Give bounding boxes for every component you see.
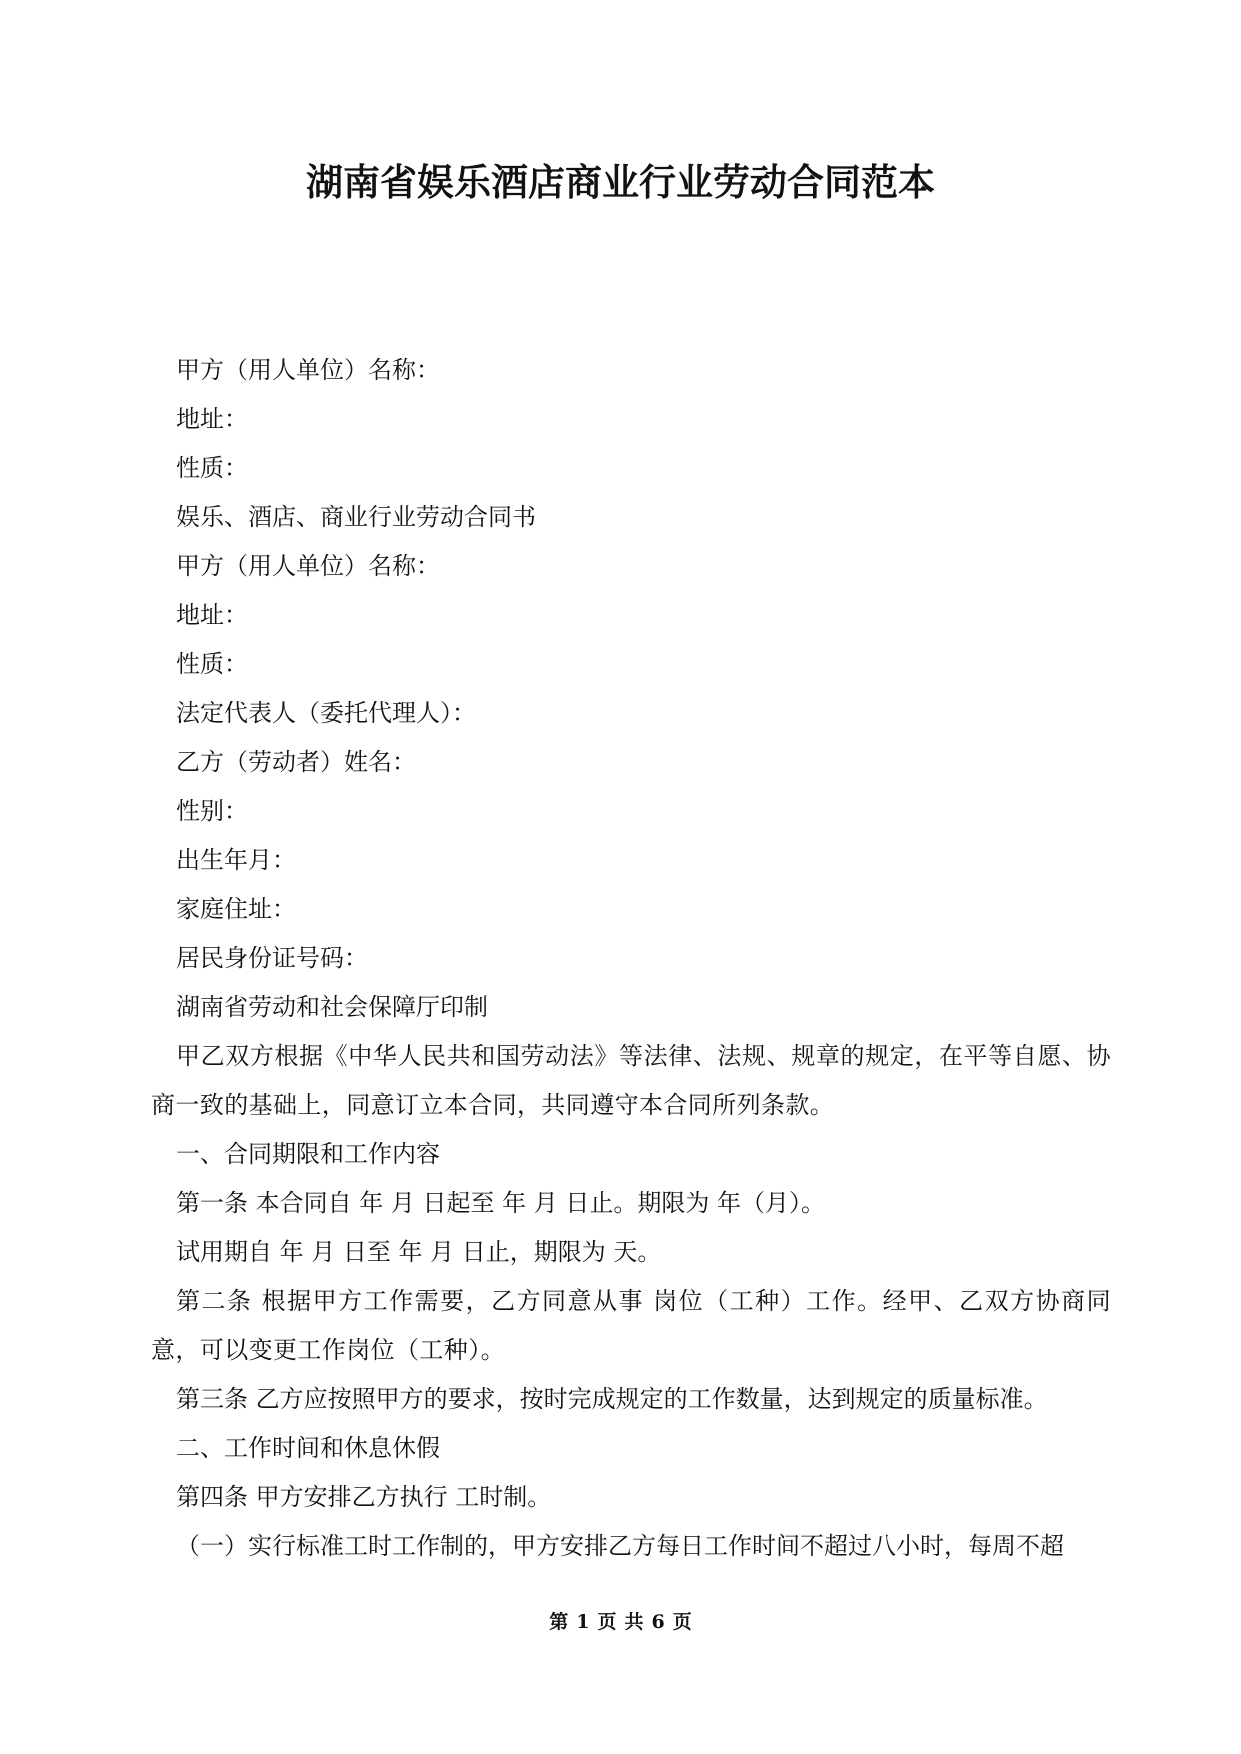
paragraph-address: 地址：: [176, 405, 248, 433]
document-body: [151, 346, 1111, 1571]
footer-current-page: 1: [576, 1611, 590, 1633]
paragraph-nature-2: 性质：: [176, 650, 248, 678]
paragraph-birth-date: 出生年月：: [176, 846, 296, 874]
paragraph-employer-name-2: 甲方（用人单位）名称：: [176, 552, 440, 580]
document-title: 湖南省娱乐酒店商业行业劳动合同范本: [306, 161, 935, 204]
paragraph-contract-heading: 娱乐、酒店、商业行业劳动合同书: [176, 503, 536, 531]
paragraph-printed-by: 湖南省劳动和社会保障厅印制: [176, 993, 488, 1021]
paragraph-employer-name: 甲方（用人单位）名称：: [176, 356, 440, 384]
paragraph-article-1: 第一条 本合同自 年 月 日起至 年 月 日止。期限为 年（月）。: [176, 1189, 826, 1217]
section-heading-working-time: 二、工作时间和休息休假: [176, 1434, 440, 1462]
paragraph-home-address: 家庭住址：: [176, 895, 296, 923]
page-footer: [0, 1609, 1241, 1635]
paragraph-employee-name: 乙方（劳动者）姓名：: [176, 748, 416, 776]
paragraph-standard-hours: （一）实行标准工时工作制的，甲方安排乙方每日工作时间不超过八小时，每周不超: [176, 1532, 1064, 1560]
paragraph-article-3: 第三条 乙方应按照甲方的要求，按时完成规定的工作数量，达到规定的质量标准。: [176, 1385, 1048, 1413]
paragraph-legal-representative: 法定代表人（委托代理人）：: [176, 699, 476, 727]
paragraph-nature: 性质：: [176, 454, 248, 482]
paragraph-article-2: 第二条 根据甲方工作需要，乙方同意从事 岗位（工种）工作。经甲、乙双方协商同意，可以变更工作岗位（工种）。: [151, 1287, 1111, 1364]
paragraph-address-2: 地址：: [176, 601, 248, 629]
footer-label-page: 第: [549, 1611, 569, 1633]
paragraph-gender: 性别：: [176, 797, 248, 825]
section-heading-term: 一、合同期限和工作内容: [176, 1140, 440, 1168]
paragraph-preamble: 甲乙双方根据《中华人民共和国劳动法》等法律、法规、规章的规定，在平等自愿、协商一致的基础上，同意订立本合同，共同遵守本合同所列条款。: [151, 1042, 1111, 1119]
footer-label-unit-end: 页: [672, 1611, 692, 1633]
footer-total-pages: 6: [651, 1611, 665, 1633]
paragraph-article-4: 第四条 甲方安排乙方执行 工时制。: [176, 1483, 552, 1511]
footer-label-total: 共: [624, 1611, 644, 1633]
paragraph-probation: 试用期自 年 月 日至 年 月 日止，期限为 天。: [176, 1238, 662, 1266]
paragraph-id-number: 居民身份证号码：: [176, 944, 368, 972]
footer-label-unit: 页: [597, 1611, 617, 1633]
